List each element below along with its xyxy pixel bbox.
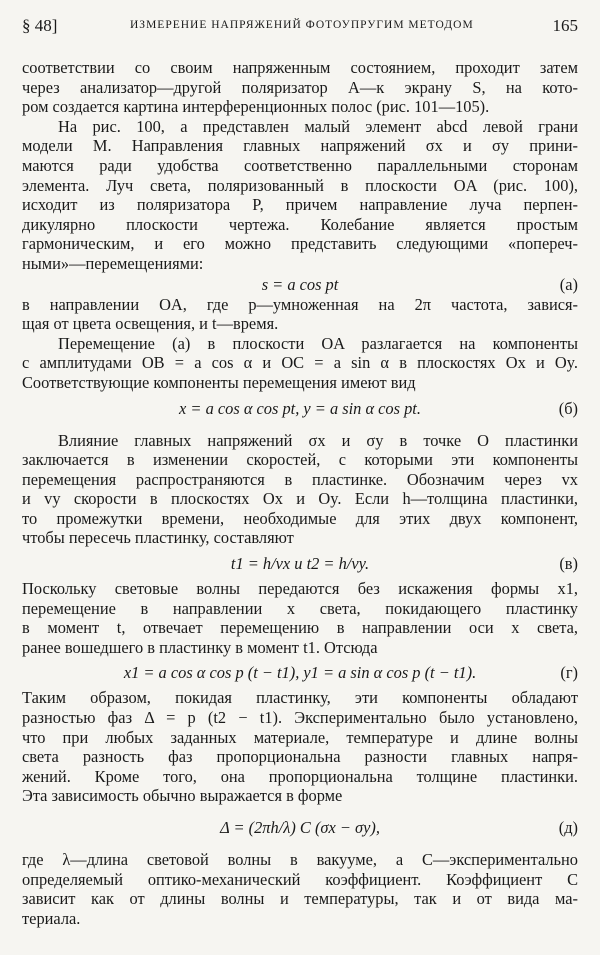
- text-line: перемещение в направлении x света, покидающего пластинку: [22, 598, 578, 618]
- page-body: [22, 58, 578, 928]
- text-line: ром создается картина интерференционных полос (рис. 101—105).: [22, 97, 490, 117]
- equation-d: [22, 806, 578, 850]
- text-line: щая от цвета освещения, и t—время.: [22, 314, 279, 334]
- paragraph: [22, 688, 578, 806]
- text-line: дикулярно плоскости чертежа. Колебание является простым: [22, 214, 578, 234]
- text-line: ными»—перемещениями:: [22, 253, 204, 273]
- text-line: Эта зависимость обычно выражается в форме: [22, 786, 343, 806]
- text-line: Таким образом, покидая пластинку, эти компоненты обладают: [22, 688, 578, 708]
- equation-tag: (г): [560, 663, 578, 683]
- equation-expression: x = a cos α cos pt, y = a sin α cos pt.: [179, 398, 421, 418]
- text-line: На рис. 100, a представлен малый элемент abcd левой грани: [58, 116, 578, 136]
- text-line: чтобы пересечь пластинку, составляют: [22, 528, 294, 548]
- equation-v: [22, 553, 578, 574]
- running-header: [22, 16, 578, 42]
- paragraph: [22, 58, 578, 117]
- equation-expression: x1 = a cos α cos p (t − t1), y1 = a sin α cos p (t − t1).: [123, 663, 477, 683]
- text-line: зависит как от длины волны и температуры, так и от вида ма-: [22, 889, 578, 909]
- text-line: определяемый оптико-механический коэффициент. Коэффициент C: [22, 869, 578, 889]
- text-line: модели M. Направления главных напряжений σx и σy прини-: [22, 136, 578, 156]
- section-number: § 48]: [22, 16, 58, 35]
- equation-b: [22, 398, 578, 419]
- text-line: через анализатор—другой поляризатор A—к экрану S, на кото-: [22, 77, 578, 97]
- text-line: териала.: [22, 908, 81, 928]
- equation-expression: Δ = (2πh/λ) C (σx − σy),: [220, 818, 380, 837]
- equation-tag: (в): [559, 554, 578, 574]
- paragraph: [22, 579, 578, 657]
- text-line: разностью фаз Δ = p (t2 − t1). Экспериментально было установлено,: [22, 708, 578, 728]
- equation-expression: t1 = h/vx и t2 = h/vy.: [230, 554, 370, 574]
- paragraph: [22, 431, 578, 549]
- text-line: Влияние главных напряжений σx и σy в точке O пластинки: [58, 430, 578, 450]
- paragraph: [22, 117, 578, 274]
- text-line: что при любых заданных материале, температуре и длине волны: [22, 727, 578, 747]
- page-number: 165: [552, 16, 578, 35]
- paragraph: [22, 334, 578, 393]
- text-line: то промежутки времени, необходимые для этих двух компонент,: [22, 508, 578, 528]
- text-line: с амплитудами OB = a cos α и OC = a sin α в плоскостях Ox и Oy.: [22, 353, 578, 373]
- text-line: элемента. Луч света, поляризованный в плоскости OA (рис. 100),: [22, 175, 578, 195]
- text-line: Соответствующие компоненты перемещения имеют вид: [22, 372, 416, 392]
- text-line: маются ради удобства соответственно параллельными сторонам: [22, 155, 578, 175]
- equation-tag: (д): [558, 818, 578, 837]
- running-title: ИЗМЕРЕНИЕ НАПРЯЖЕНИЙ ФОТОУПРУГИМ МЕТОДОМ: [130, 19, 474, 31]
- text-line: исходит из поляризатора P, причем направление луча перпен-: [22, 195, 578, 215]
- equation-a: [22, 274, 578, 295]
- text-line: света разность фаз пропорциональна разности главных напря-: [22, 747, 578, 767]
- text-line: Поскольку световые волны передаются без искажения формы x1,: [22, 579, 578, 599]
- text-line: ранее вошедшего в пластинку в момент t1. Отсюда: [22, 637, 378, 657]
- text-line: в момент t, отвечает перемещению в направлении оси x света,: [22, 618, 578, 638]
- paragraph: [22, 295, 578, 334]
- text-line: где λ—длина световой волны в вакууме, а C—экспериментально: [22, 850, 578, 869]
- text-line: гармоническим, и его можно представить следующими «попереч-: [22, 234, 578, 254]
- text-line: в направлении OA, где p—умноженная на 2π частота, завися-: [22, 294, 578, 314]
- equation-tag: (а): [559, 274, 578, 294]
- paragraph: [22, 850, 578, 928]
- text-line: жений. Кроме того, она пропорциональна толщине пластинки.: [22, 766, 578, 786]
- text-line: и vy скорости в плоскостях Ox и Oy. Если h—толщина пластинки,: [22, 489, 578, 509]
- equation-tag: (б): [558, 398, 578, 418]
- text-line: соответствии со своим напряженным состоянием, проходит затем: [22, 58, 578, 77]
- equation-expression: s = a cos pt: [261, 274, 339, 294]
- text-line: Перемещение (а) в плоскости OA разлагается на компоненты: [58, 333, 578, 353]
- equation-g: [22, 662, 578, 683]
- text-line: заключается в изменении скоростей, с которыми эти компоненты: [22, 450, 578, 470]
- text-line: перемещения распространяются в пластинке. Обозначим через vx: [22, 469, 578, 489]
